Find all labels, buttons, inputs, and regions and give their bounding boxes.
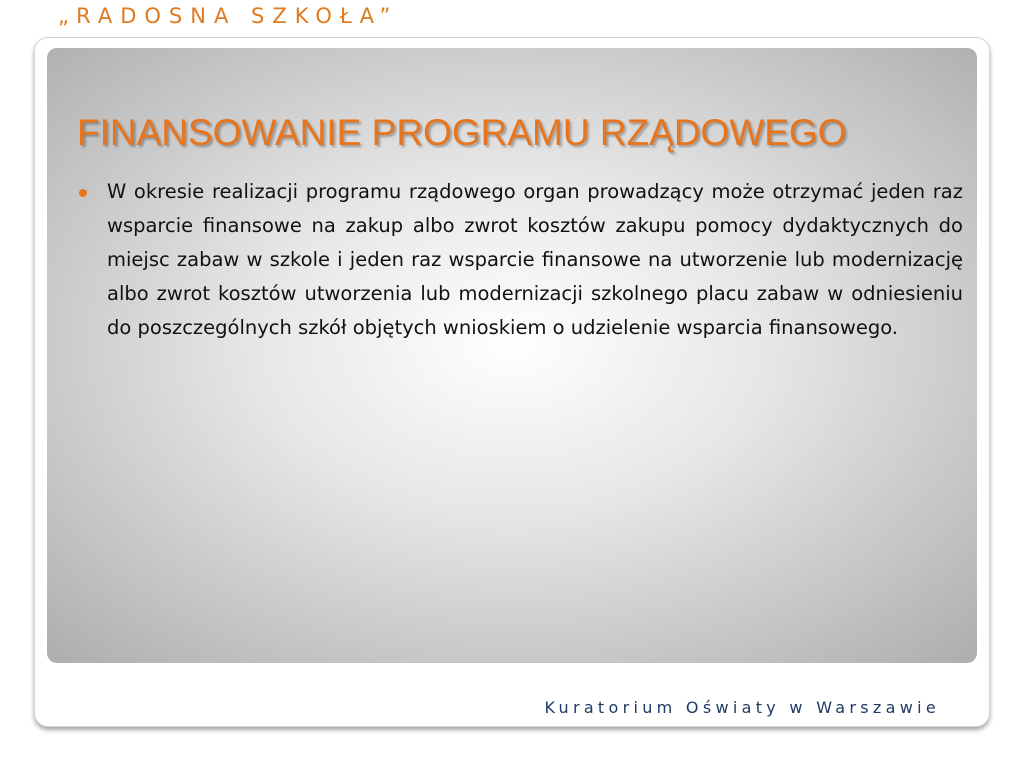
bullet-text: W okresie realizacji programu rządowego organ prowadzący może otrzymać jeden raz wsparcie finansowe na zakup albo zwrot kosztów zakupu pomocy dydaktycznych do miejsc zabaw w szkole i jeden raz wsparcie finansowe na utworzenie lub modernizację albo zwrot kosztów utworzenia lub modernizacji szkolnego placu zabaw w odniesieniu do poszczególnych szkół objętych wnioskiem o udzielenie wsparcia finansowego. [107,180,963,339]
footer-text: Kuratorium Oświaty w Warszawie [544,698,940,717]
header-title: „RADOSNA SZKOŁA” [58,4,399,28]
content-panel [47,48,977,663]
bullet-dot-icon [79,189,87,197]
bullet-list [77,175,963,345]
slide-title: FINANSOWANIE PROGRAMU RZĄDOWEGO [77,112,847,153]
list-item [77,175,963,345]
